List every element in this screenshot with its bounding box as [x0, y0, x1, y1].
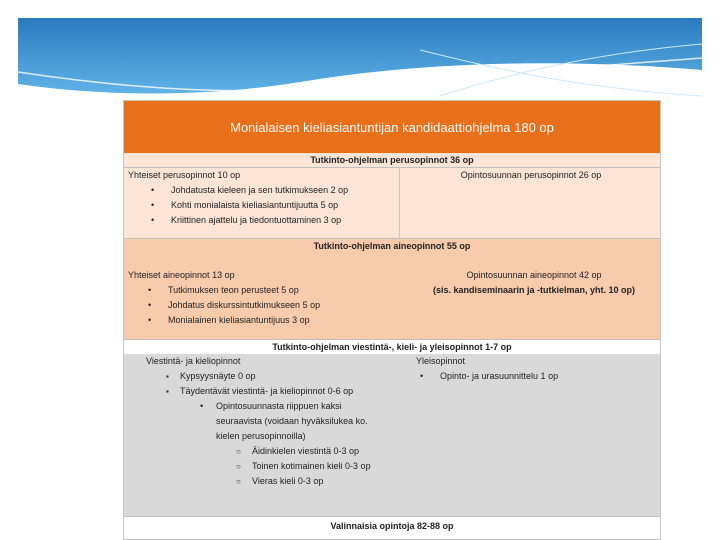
yhteiset-aineopinnot-title: Yhteiset aineopinnot 13 op	[128, 270, 235, 280]
opintosuunnan-perusopinnot	[400, 168, 661, 238]
list-item: • Johdatusta kieleen ja sen tutkimukseen 2 op	[171, 183, 395, 198]
list-item: • Tutkimuksen teon perusteet 5 op	[168, 283, 398, 298]
sub-item-line: seuraavista (voidaan hyväksilukea ko.	[216, 416, 368, 426]
opintosuunnan-aineopinnot-note: (sis. kandiseminaarin ja -tutkielman, yht. 10 op)	[432, 285, 636, 295]
yhteiset-perusopinnot	[124, 168, 399, 238]
sub-item-line: kielen perusopinnoilla)	[216, 431, 306, 441]
list-item: ▪ Täydentävät viestintä- ja kieliopinnot 0-6 op	[180, 384, 416, 399]
list-item: ○ Äidinkielen viestintä 0-3 op	[252, 444, 416, 459]
sub-item-line: Opintosuunnasta riippuen kaksi	[216, 401, 342, 411]
yhteiset-perusopinnot-title: Yhteiset perusopinnot 10 op	[128, 170, 241, 180]
opintosuunnan-aineopinnot	[414, 268, 654, 308]
list-item: • Monialainen kieliasiantuntijuus 3 op	[168, 313, 398, 328]
aineopinnot-heading: Tutkinto-ohjelman aineopinnot 55 op	[124, 239, 660, 267]
list-item: ○ Vieras kieli 0-3 op	[252, 474, 416, 489]
list-item: • Kriittinen ajattelu ja tiedontuottaminen 3 op	[171, 213, 395, 228]
list-item: ○ Toinen kotimainen kieli 0-3 op	[252, 459, 416, 474]
list-item: • Opinto- ja urasuunnittelu 1 op	[440, 369, 656, 384]
yleisopinnot-title: Yleisopinnot	[416, 356, 466, 366]
perusopinnot-heading: Tutkinto-ohjelman perusopinnot 36 op	[124, 153, 660, 167]
program-title: Monialaisen kieliasiantuntijan kandidaattiohjelma 180 op	[124, 101, 660, 153]
viestinta-ja-kieliopinnot-title: Viestintä- ja kieliopinnot	[146, 356, 241, 366]
sub-list	[146, 399, 416, 414]
valinnaiset-heading: Valinnaisia opintoja 82-88 op	[124, 517, 660, 540]
list-item: ▪ Kypsyysnäyte 0 op	[180, 369, 416, 384]
bullet-icon: •	[200, 401, 204, 411]
curriculum-table	[123, 100, 661, 540]
opintosuunnan-perusopinnot-title: Opintosuunnan perusopinnot 26 op	[460, 170, 602, 180]
viestinta-heading: Tutkinto-ohjelman viestintä-, kieli- ja yleisopinnot 1-7 op	[124, 340, 660, 354]
yleisopinnot	[416, 354, 656, 394]
yhteiset-aineopinnot	[128, 268, 398, 338]
opintosuunnan-aineopinnot-title: Opintosuunnan aineopinnot 42 op	[466, 270, 602, 280]
header-banner	[0, 0, 720, 100]
list-item: • Kohti monialaista kieliasiantuntijuutta 5 op	[171, 198, 395, 213]
list-item: • Johdatus diskurssintutkimukseen 5 op	[168, 298, 398, 313]
viestinta-ja-kieliopinnot	[146, 354, 416, 514]
